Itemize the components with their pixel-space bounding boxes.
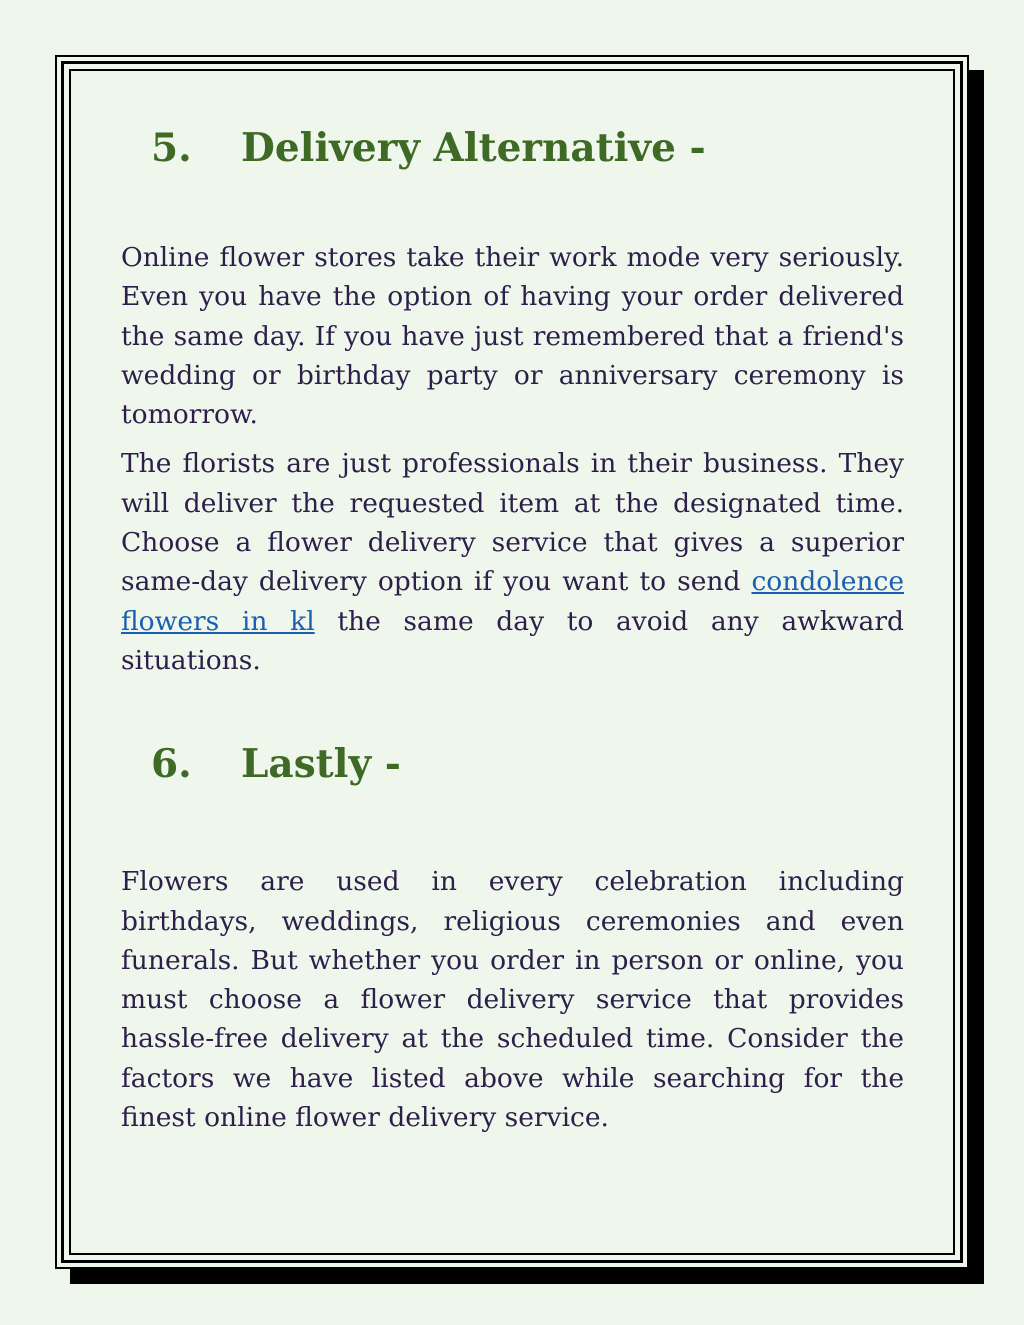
section-5-heading [121, 120, 904, 176]
section-5-number: 5. [151, 125, 192, 171]
section-5-paragraph-1: Online flower stores take their work mode very seriously. Even you have the option of having your order delivered the same day. If you have just remembered that a friend's wedding or birthday party or anniversary ceremony is tomorrow. [121, 242, 904, 431]
section-6-heading [121, 736, 904, 792]
section-5-paragraph-2-text-end: the same day to avoid any awkward situations. [121, 605, 904, 676]
section-5-paragraph-2-text-start: The florists are just professionals in their business. They will deliver the requested item at the designated time. Choose a flower delivery service that gives a superior same-day delivery option if you want to send [121, 448, 904, 598]
section-6-paragraph-1: Flowers are used in every celebration including birthdays, weddings, religious ceremonies and even funerals. But whether you order in person or online, you must choose a flower delivery service that provides hassle-free delivery at the scheduled time. Consider the factors we have listed above while searching for the finest online flower delivery service. [121, 866, 904, 1134]
section-6-title: Lastly - [241, 741, 401, 788]
document-content [121, 120, 904, 1137]
section-6-number: 6. [151, 741, 192, 788]
section-5-paragraph-2 [121, 444, 904, 680]
section-5-title: Delivery Alternative - [241, 125, 706, 171]
condolence-flowers-link[interactable]: condolence flowers in kl [121, 566, 904, 637]
